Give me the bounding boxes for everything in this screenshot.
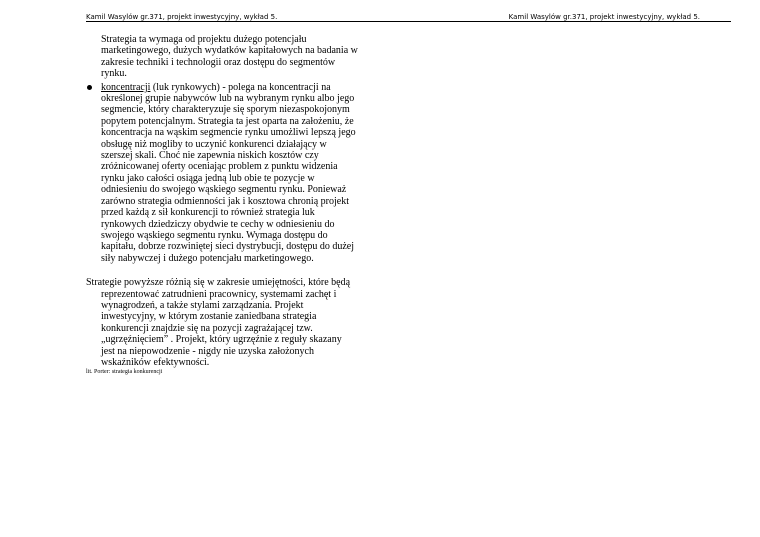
list-item-concentration (86, 82, 358, 265)
header-right: Kamil Wasylów gr.371, projekt inwestycyjny, wykład 5. (508, 13, 700, 21)
paragraph-strategy-requirements: Strategia ta wymaga od projektu dużego potencjału marketingowego, dużych wydatków kapitałowych na badania w zakresie techniki i technologii oraz dostępu do segmentów rynku. (101, 34, 358, 80)
bullet-term: koncentracji (101, 81, 151, 93)
bullet-icon (87, 85, 92, 90)
body-text (86, 34, 358, 376)
header-left: Kamil Wasylów gr.371, projekt inwestycyjny, wykład 5. (86, 13, 278, 21)
bullet-text: (luk rynkowych) - polega na koncentracji na określonej grupie nabywców lub na wybranym rynku albo jego segmencie, który charakteryzuje się sporym niezaspokojonym popytem potencjalnym. Strategia ta jest oparta na założeniu, że koncentracja na wąskim segmencie rynku umożliwi lepszą jego obsługę niż mogliby to uczynić konkurenci działający w szerszej skali. Choć nie zapewnia niskich kosztów czy zróżnicowanej oferty oceniając problem z punktu widzenia rynku jako całości osiąga jedną lub obie te pozycje w odniesieniu do swojego wąskiego segmentu rynku. Ponieważ zarówno strategia odmienności jak i kosztowa chronią projekt przed każdą z sił konkurencji to również strategia luk rynkowych dziedziczy obydwie te cechy w odniesieniu do swojego wąskiego segmentu rynku. Wymaga dostępu do kapitału, dobrze rozwiniętej sieci dystrybucji, dostępu do dużej siły nabywczej i dużego potencjału marketingowego. (101, 81, 356, 264)
header-rule (86, 21, 731, 22)
footnote: lit. Porter: strategia konkurencji (86, 369, 163, 376)
paragraph-strategy-summary: Strategie powyższe różnią się w zakresie umiejętności, które będą reprezentować zatrudnieni pracownicy, systemami zachęt i wynagrodzeń, a także stylami zarządzania. Projekt inwestycyjny, w którym zostanie zaniedbana strategia konkurencji znajdzie się na pozycji zagrażającej tzw. „ugrzęźnięciem” . Projekt, który ugrzęźnie z reguły skazany jest na niepowodzenie - nigdy nie uzyska założonych wskaźników efektywności. (86, 277, 351, 368)
